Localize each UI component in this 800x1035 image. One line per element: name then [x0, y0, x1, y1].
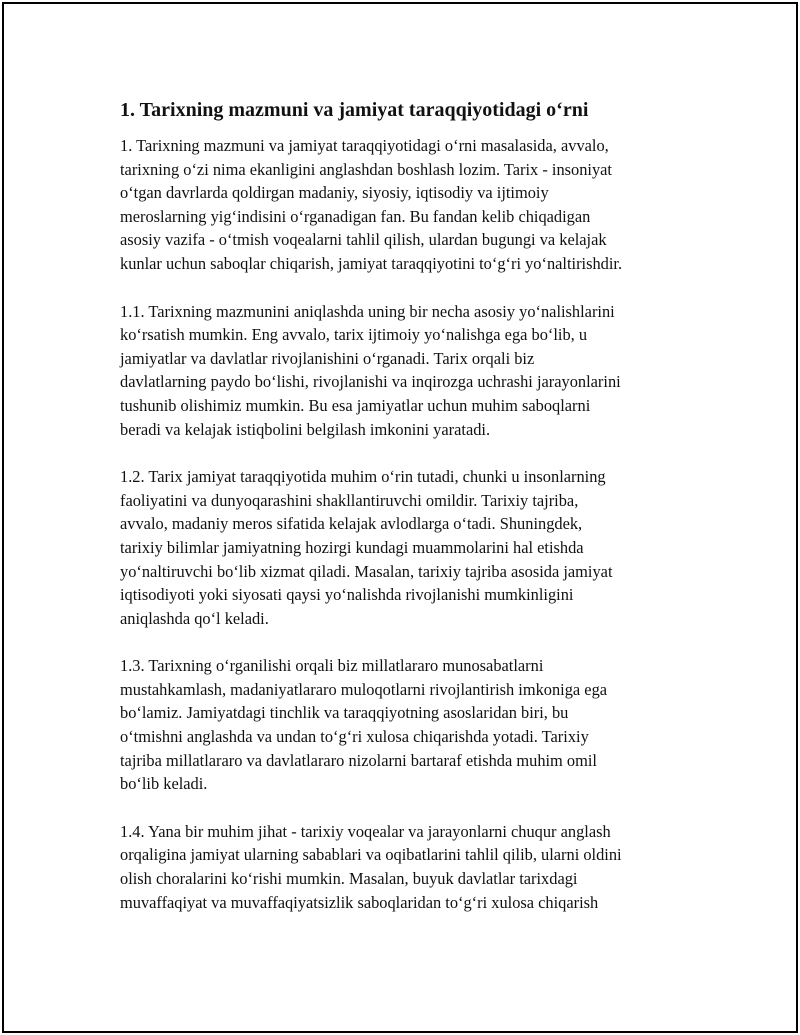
paragraph: [120, 300, 690, 442]
paragraph-line: o‘tmishni anglashda va undan to‘g‘ri xulosa chiqarishda yotadi. Tarixiy: [120, 727, 589, 747]
paragraph-line: yo‘naltiruvchi bo‘lib xizmat qiladi. Masalan, tarixiy tajriba asosida jamiyat: [120, 561, 613, 581]
document-body: [120, 96, 690, 938]
paragraph-line: beradi va kelajak istiqbolini belgilash imkonini yaratadi.: [120, 419, 491, 439]
paragraph-line: 1.3. Tarixning o‘rganilishi orqali biz millatlararo munosabatlarni: [120, 656, 544, 676]
paragraph-line: asosiy vazifa - o‘tmish voqealarni tahlil qilish, ulardan bugungi va kelajak: [120, 230, 607, 250]
paragraph-line: faoliyatini va dunyoqarashini shakllantiruvchi omildir. Tarixiy tajriba,: [120, 490, 579, 510]
paragraph-line: orqaligina jamiyat ularning sabablari va oqibatlarini tahlil qilib, ularni oldini: [120, 845, 622, 865]
paragraph-line: iqtisodiyoti yoki siyosati qaysi yo‘nalishda rivojlanishi mumkinligini: [120, 585, 574, 605]
paragraph-list: [120, 134, 690, 914]
paragraph-line: tarixiy bilimlar jamiyatning hozirgi kundagi muammolarini hal etishda: [120, 537, 584, 557]
paragraph-line: tushunib olishimiz mumkin. Bu esa jamiyatlar uchun muhim saboqlarni: [120, 395, 591, 415]
paragraph-line: davlatlarning paydo bo‘lishi, rivojlanishi va inqirozga uchrashi jarayonlarini: [120, 372, 621, 392]
paragraph-line: olish choralarini ko‘rishi mumkin. Masalan, buyuk davlatlar tarixdagi: [120, 869, 578, 889]
paragraph-line: avvalo, madaniy meros sifatida kelajak avlodlarga o‘tadi. Shuningdek,: [120, 514, 583, 534]
paragraph: [120, 654, 690, 796]
paragraph-line: 1.2. Tarix jamiyat taraqqiyotida muhim o‘rin tutadi, chunki u insonlarning: [120, 467, 606, 487]
paragraph: [120, 465, 690, 630]
paragraph-line: jamiyatlar va davlatlar rivojlanishini o‘rganadi. Tarix orqali biz: [120, 348, 535, 368]
paragraph-line: bo‘lib keladi.: [120, 774, 208, 794]
paragraph-line: mustahkamlash, madaniyatlararo muloqotlarni rivojlantirish imkoniga ega: [120, 679, 608, 699]
paragraph-line: o‘tgan davrlarda qoldirgan madaniy, siyosiy, iqtisodiy va ijtimoiy: [120, 183, 549, 203]
paragraph-line: ko‘rsatish mumkin. Eng avvalo, tarix ijtimoiy yo‘nalishga ega bo‘lib, u: [120, 325, 588, 345]
paragraph-line: aniqlashda qo‘l keladi.: [120, 608, 269, 628]
paragraph-line: 1.4. Yana bir muhim jihat - tarixiy voqealar va jarayonlarni chuqur anglash: [120, 821, 611, 841]
document-title: 1. Tarixning mazmuni va jamiyat taraqqiyotidagi o‘rni: [120, 99, 589, 121]
paragraph-line: 1.1. Tarixning mazmunini aniqlashda uning bir necha asosiy yo‘nalishlarini: [120, 301, 615, 321]
paragraph-line: tarixning o‘zi nima ekanligini anglashdan boshlash lozim. Tarix - insoniyat: [120, 159, 612, 179]
paragraph-line: 1. Tarixning mazmuni va jamiyat taraqqiyotidagi o‘rni masalasida, avvalo,: [120, 136, 609, 155]
paragraph-line: tajriba millatlararo va davlatlararo nizolarni bartaraf etishda muhim omil: [120, 750, 597, 770]
paragraph-line: bo‘lamiz. Jamiyatdagi tinchlik va taraqqiyotning asoslaridan biri, bu: [120, 703, 569, 723]
document-page: [2, 2, 798, 1033]
paragraph-line: muvaffaqiyat va muvaffaqiyatsizlik saboqlaridan to‘g‘ri xulosa chiqarish: [120, 892, 599, 912]
paragraph-line: kunlar uchun saboqlar chiqarish, jamiyat taraqqiyotini to‘g‘ri yo‘naltirishdir.: [120, 253, 623, 273]
paragraph-line: meroslarning yig‘indisini o‘rganadigan fan. Bu fandan kelib chiqadigan: [120, 206, 591, 226]
paragraph: [120, 134, 690, 276]
paragraph: [120, 820, 690, 914]
